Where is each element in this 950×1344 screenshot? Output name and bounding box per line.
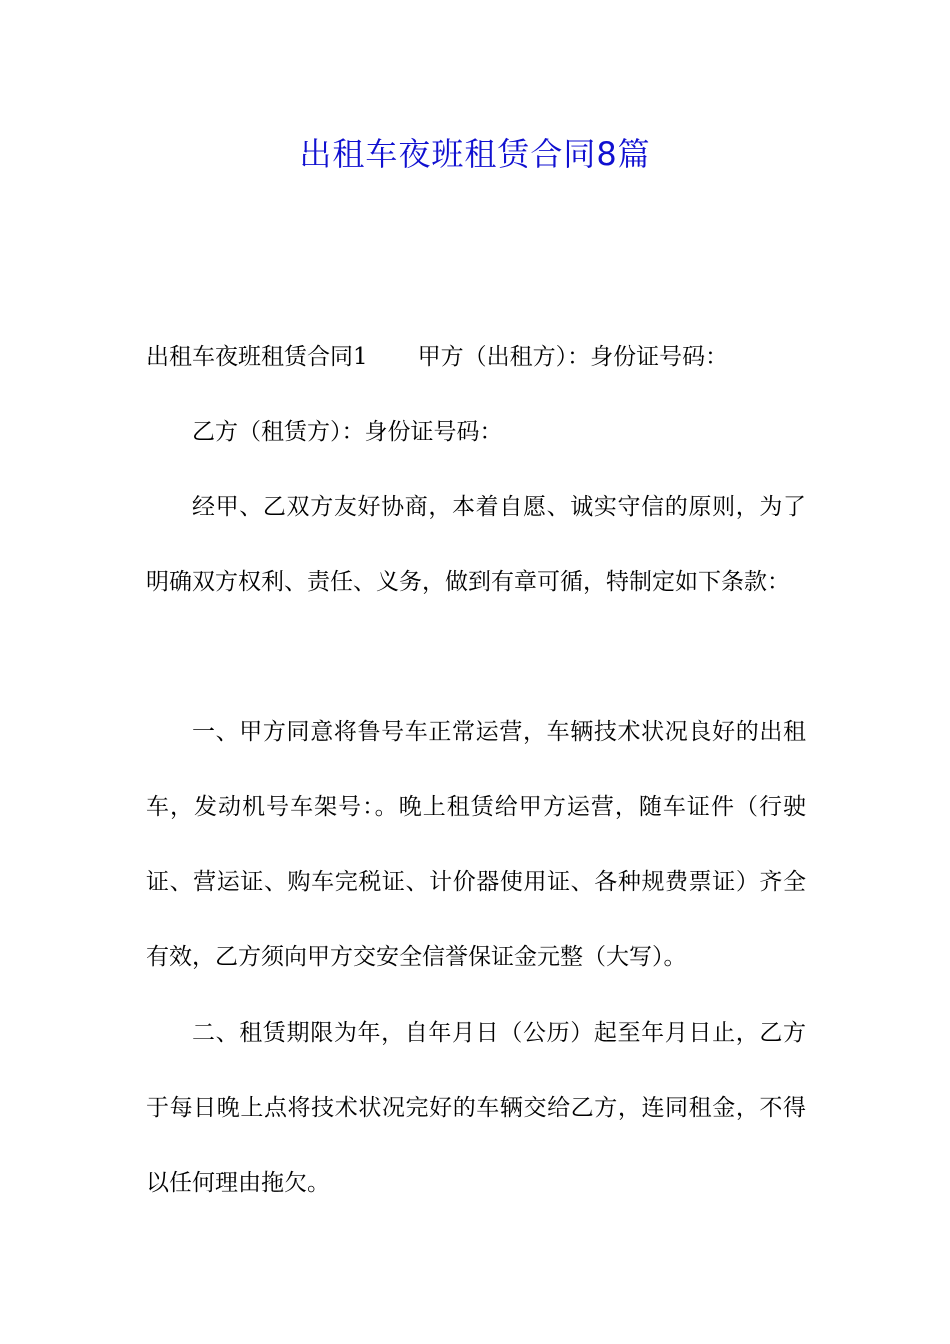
paragraph-preamble: 经甲、乙双方友好协商，本着自愿、诚实守信的原则，为了明确双方权利、责任、义务，做到有章可循，特制定如下条款： (146, 494, 806, 595)
paragraph-clause-1: 一、甲方同意将鲁号车正常运营，车辆技术状况良好的出租车，发动机号车架号：。晚上租赁给甲方运营，随车证件（行驶证、营运证、购车完税证、计价器使用证、各种规费票证）齐全有效，乙方须向甲方交安全信誉保证金元整（大写）。 (146, 719, 806, 970)
party-b-line: 乙方（租赁方）：身份证号码： (192, 419, 503, 445)
contract-subtitle: 出租车夜班租赁合同1 (146, 344, 368, 370)
party-a-line: 甲方（出租方）：身份证号码： (417, 344, 729, 370)
paragraph-clause-2: 二、租赁期限为年，自年月日（公历）起至年月日止，乙方于每日晚上点将技术状况完好的车辆交给乙方，连同租金，不得以任何理由拖欠。 (146, 1020, 806, 1196)
paragraph-contract-heading (146, 320, 806, 395)
document-title: 出租车夜班租赁合同8篇 (299, 135, 651, 173)
